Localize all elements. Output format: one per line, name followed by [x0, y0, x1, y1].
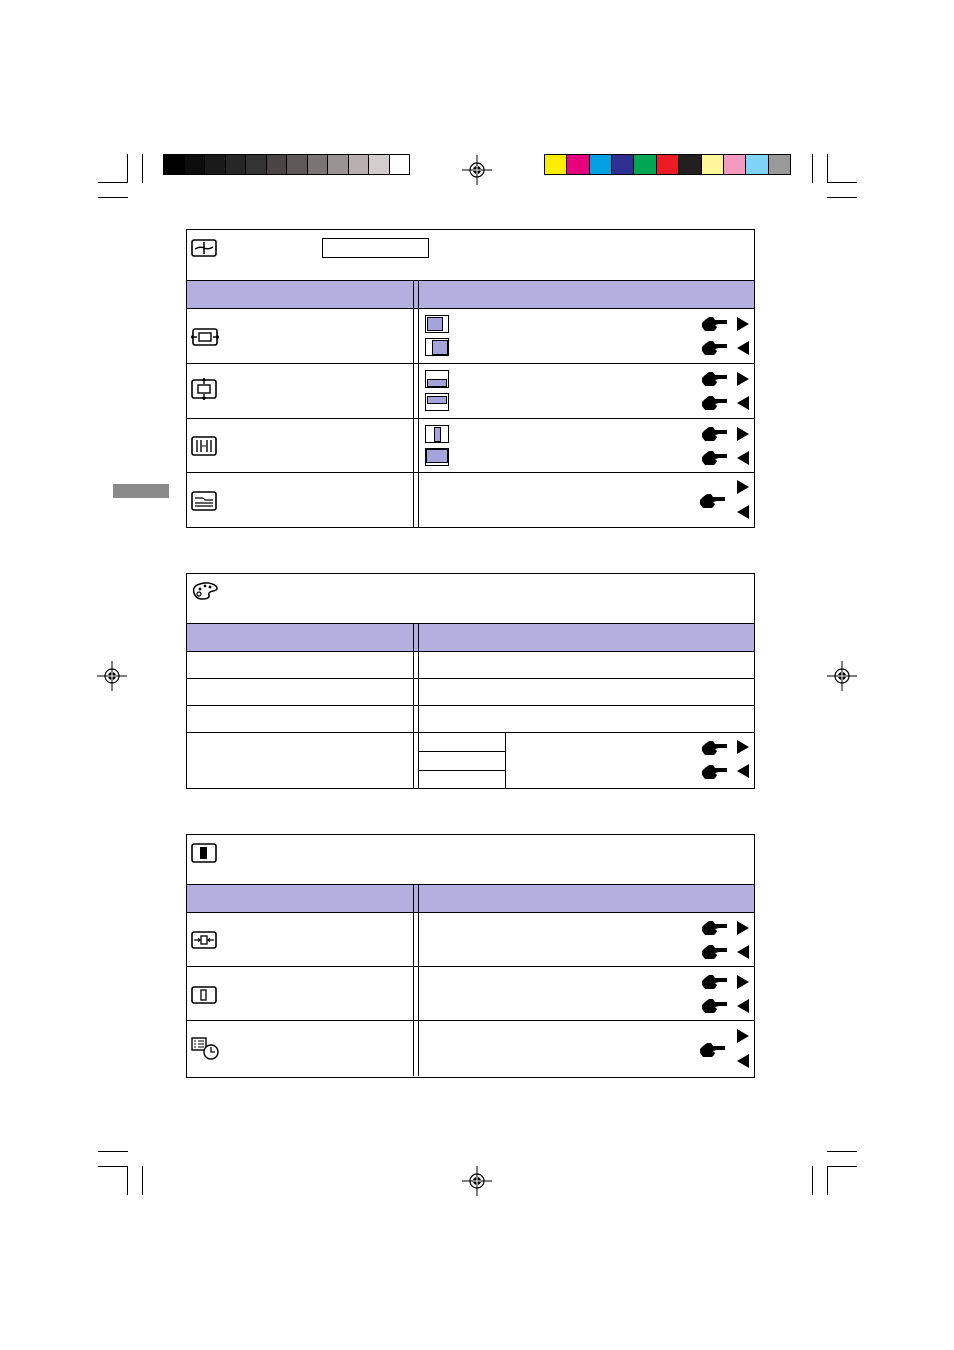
calibration-swatch	[545, 155, 567, 174]
arrow-left-icon[interactable]	[736, 763, 750, 779]
crop-mark	[812, 1166, 813, 1195]
clock-icon	[191, 436, 217, 456]
thumbnail-band-top	[425, 393, 449, 411]
crop-mark	[142, 154, 143, 183]
arrow-right-icon[interactable]	[736, 739, 750, 755]
calibration-swatch	[267, 155, 288, 174]
arrow-right-icon[interactable]	[736, 1028, 750, 1044]
color-adjust-row	[187, 733, 754, 789]
crop-mark	[98, 1166, 128, 1167]
pointing-hand-icon	[700, 425, 728, 443]
registration-mark-icon	[97, 661, 127, 691]
arrow-right-icon[interactable]	[736, 479, 750, 495]
calibration-swatch	[634, 155, 656, 174]
arrow-right-icon[interactable]	[736, 920, 750, 936]
geometry-column-header	[187, 281, 754, 309]
crop-mark	[827, 1151, 857, 1152]
crop-mark	[98, 1151, 128, 1152]
pointing-hand-icon	[700, 997, 728, 1015]
pointing-hand-icon	[700, 449, 728, 467]
calibration-swatch	[724, 155, 746, 174]
thumbnail-narrow-bar	[425, 425, 449, 443]
thumbnail-band-bottom	[425, 370, 449, 388]
crop-mark	[827, 1166, 857, 1167]
crop-mark	[827, 1166, 828, 1195]
arrow-left-icon[interactable]	[736, 944, 750, 960]
crop-mark	[98, 197, 128, 198]
color-row	[187, 652, 754, 679]
crop-mark	[142, 1166, 143, 1195]
arrow-left-icon[interactable]	[736, 340, 750, 356]
crop-mark	[827, 154, 828, 183]
calibration-swatch	[390, 155, 410, 174]
crop-mark	[827, 197, 857, 198]
geometry-icon	[191, 239, 217, 257]
crop-mark	[127, 1166, 128, 1195]
osd-timer-row	[187, 1021, 754, 1076]
pointing-hand-icon	[698, 1041, 726, 1059]
geometry-panel-header	[187, 230, 754, 281]
registration-mark-icon	[462, 155, 492, 185]
phase-icon	[191, 491, 217, 511]
arrow-right-icon[interactable]	[736, 426, 750, 442]
calibration-swatch	[164, 155, 185, 174]
image-setup-panel-header	[187, 835, 754, 885]
pointing-hand-icon	[700, 919, 728, 937]
calibration-swatch	[185, 155, 206, 174]
calibration-swatch	[308, 155, 329, 174]
arrow-right-icon[interactable]	[736, 371, 750, 387]
pointing-hand-icon	[700, 763, 728, 781]
v-position-row	[187, 364, 754, 419]
expansion-icon	[191, 930, 217, 950]
pointing-hand-icon	[700, 339, 728, 357]
arrow-left-icon[interactable]	[736, 450, 750, 466]
arrow-left-icon[interactable]	[736, 998, 750, 1014]
section-tab-marker	[113, 484, 169, 498]
pointing-hand-icon	[700, 739, 728, 757]
calibration-swatch	[590, 155, 612, 174]
calibration-swatch	[769, 155, 790, 174]
calibration-swatch	[328, 155, 349, 174]
h-position-icon	[191, 327, 219, 347]
arrow-left-icon[interactable]	[736, 1053, 750, 1069]
h-position-row	[187, 309, 754, 364]
calibration-swatch	[287, 155, 308, 174]
color-column-header	[187, 624, 754, 652]
pointing-hand-icon	[700, 943, 728, 961]
color-row	[187, 706, 754, 733]
color-row	[187, 679, 754, 706]
sharpness-row	[187, 967, 754, 1021]
registration-mark-icon	[462, 1166, 492, 1196]
geometry-panel	[186, 229, 755, 528]
calibration-swatch	[702, 155, 724, 174]
calibration-swatch	[567, 155, 589, 174]
calibration-swatch	[612, 155, 634, 174]
calibration-swatch	[246, 155, 267, 174]
registration-mark-icon	[827, 661, 857, 691]
crop-mark	[127, 154, 128, 183]
image-setup-panel	[186, 834, 755, 1078]
arrow-right-icon[interactable]	[736, 316, 750, 332]
image-setup-icon	[191, 843, 217, 863]
thumbnail-square-left	[425, 315, 449, 333]
osd-timer-icon	[191, 1037, 221, 1061]
thumbnail-square-right	[425, 338, 449, 356]
palette-icon	[191, 581, 219, 601]
calibration-swatch	[657, 155, 679, 174]
grayscale-calibration-bar	[163, 154, 410, 175]
blank-label-box	[322, 238, 429, 258]
phase-row	[187, 473, 754, 528]
pointing-hand-icon	[700, 315, 728, 333]
calibration-swatch	[746, 155, 768, 174]
calibration-swatch	[349, 155, 370, 174]
crop-mark	[98, 182, 128, 183]
sharpness-icon	[191, 985, 217, 1005]
color-panel-header	[187, 574, 754, 624]
expansion-row	[187, 913, 754, 967]
image-setup-column-header	[187, 885, 754, 913]
pointing-hand-icon	[700, 394, 728, 412]
thumbnail-full-fill	[425, 448, 449, 466]
calibration-swatch	[679, 155, 701, 174]
calibration-swatch	[205, 155, 226, 174]
color-panel	[186, 573, 755, 789]
crop-mark	[812, 154, 813, 183]
clock-row	[187, 419, 754, 473]
color-calibration-bar	[544, 154, 791, 175]
pointing-hand-icon	[700, 973, 728, 991]
arrow-left-icon[interactable]	[736, 504, 750, 520]
arrow-left-icon[interactable]	[736, 395, 750, 411]
arrow-right-icon[interactable]	[736, 974, 750, 990]
calibration-swatch	[369, 155, 390, 174]
v-position-icon	[191, 378, 217, 400]
calibration-swatch	[226, 155, 247, 174]
pointing-hand-icon	[700, 370, 728, 388]
crop-mark	[827, 182, 857, 183]
pointing-hand-icon	[698, 492, 726, 510]
